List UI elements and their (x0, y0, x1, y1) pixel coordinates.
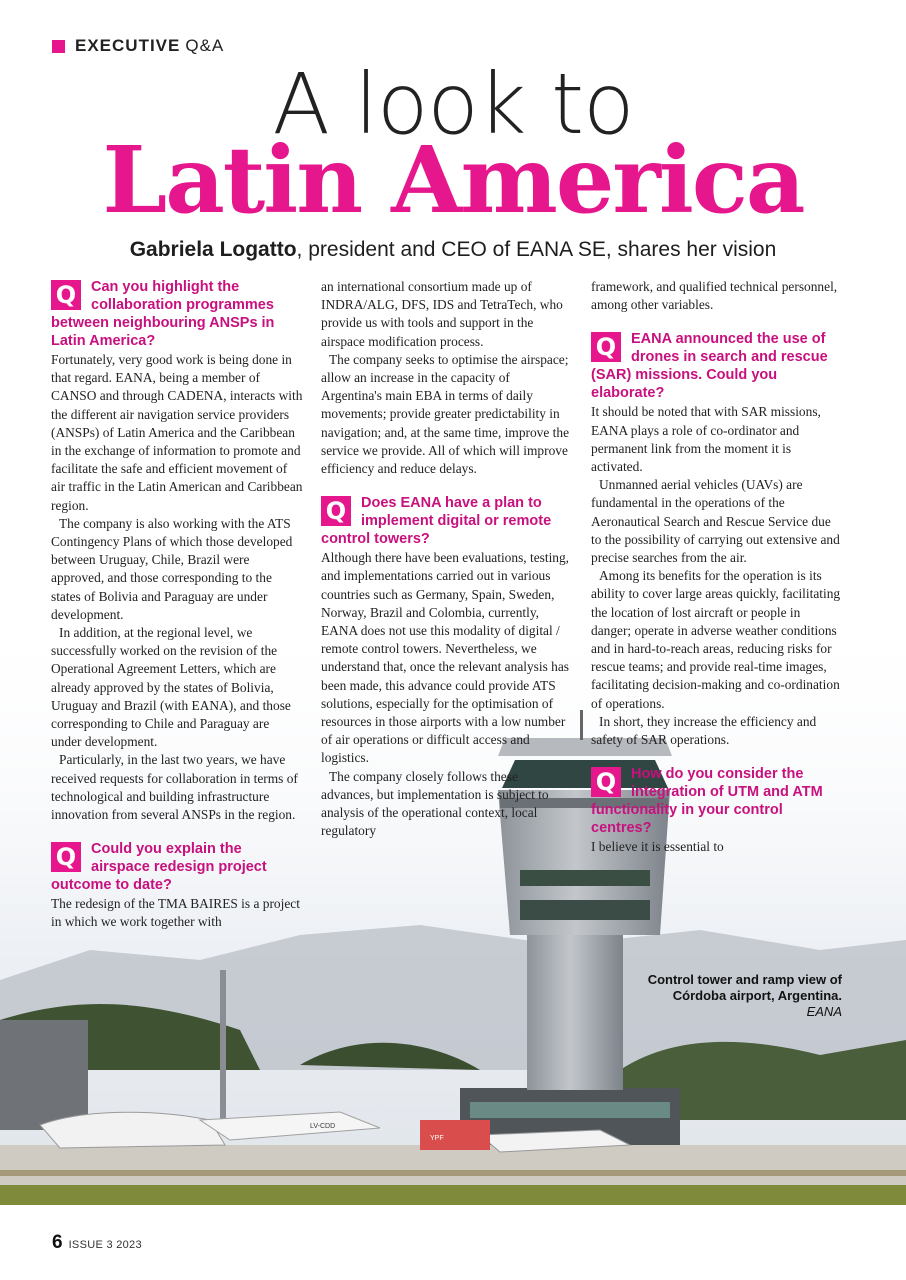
q-badge-icon: Q (591, 332, 621, 362)
paragraph: It should be noted that with SAR missions, EANA plays a role of co-ordinator and permanent link from the moment it is activated. (591, 404, 821, 475)
paragraph: Unmanned aerial vehicles (UAVs) are fundamental in the operations of the Aeronautical Search and Rescue Service due to the possibility of carrying out extensive and precise searches from the air. (591, 477, 840, 566)
paragraph: The redesign of the TMA BAIRES is a project in which we work together with (51, 896, 300, 930)
caption-text: Control tower and ramp view of Córdoba airport, Argentina. (647, 972, 842, 1003)
question-heading (321, 494, 571, 548)
q-badge-icon: Q (51, 280, 81, 310)
column-3 (591, 278, 841, 856)
paragraph: In addition, at the regional level, we successfully worked on the revision of the Operational Agreement Letters, which are already approved by the states of Bolivia, Uruguay and Brazil (with EANA), and those corresponding to Chile and Paraguay are under development. (51, 625, 291, 750)
question-text: EANA announced the use of drones in search and rescue (SAR) missions. Could you elaborate? (591, 331, 828, 402)
title-line-2: Latin America (102, 126, 804, 234)
section-label: EXECUTIVE (75, 36, 181, 55)
section-sublabel: Q&A (185, 36, 225, 55)
paragraph: The company closely follows these advances, but implementation is subject to analysis of the operational context, local regulatory (321, 768, 549, 839)
paragraph: In short, they increase the efficiency and safety of SAR operations. (591, 713, 817, 748)
aircraft-reg-1: LV-CDD (310, 1123, 336, 1130)
question-heading (591, 765, 841, 837)
paragraph: Fortunately, very good work is being done in that regard. EANA, being a member of CANSO and through CADENA, interacts with the different air navigation service providers (ANSPs) of Latin America and the Caribbean in the exchange of information to promote and facilitate the safe and efficient movement of air traffic in the Latin American and Caribbean region. (51, 352, 303, 513)
subtitle-name: Gabriela Logatto (129, 238, 297, 261)
paragraph: Although there have been evaluations, testing, and implementations carried out in various countries such as Germany, Spain, Sweden, Norway, Brazil and Colombia, currently, EANA does not use this modality of digital / remote control towers. Nevertheless, we understand that, once the relevant analysis has been made, this advance could provide ATS solutions, especially for the optimisation of resources in those airports with a low number of air operations or difficult access and logistics. (321, 550, 570, 766)
section-tag (52, 36, 224, 56)
question-text: Could you explain the airspace redesign project outcome to date? (51, 841, 267, 894)
q-badge-icon: Q (321, 496, 351, 526)
page-number: 6 (52, 1232, 63, 1253)
subtitle-rest: , president and CEO of EANA SE, shares her vision (296, 238, 777, 261)
subtitle (0, 238, 906, 262)
column-1 (51, 278, 303, 932)
paragraph: The company seeks to optimise the airspace; allow an increase in the capacity of Argentina's main EBA in terms of daily movements; provide greater predictability in navigation; and, at the same time, improve the service we provide. All of which will improve efficiency and reduce delays. (321, 351, 570, 477)
paragraph: The company is also working with the ATS Contingency Plans of which those developed between Uruguay, Chile, Brazil were approved, and those corresponding to the states of Bolivia and Paraguay are under development. (51, 515, 293, 622)
caption-credit: EANA (806, 1004, 842, 1019)
q-badge-icon: Q (51, 842, 81, 872)
paragraph: I believe it is essential to (591, 839, 724, 855)
title-line-1: A look to (272, 55, 634, 153)
aircraft-reg-2: YPF (430, 1135, 444, 1142)
paragraph: Among its benefits for the operation is its ability to cover large areas quickly, facilitating the location of lost aircraft or people in danger; operate in adverse weather conditions and in hard-to-reach areas, reducing risks for rescue teams; and provide real-time images, facilitating decision-making and co-ordination of operations. (591, 568, 841, 711)
paragraph: Particularly, in the last two years, we have received requests for collaboration in terms of technological and building infrastructure innovation from several ANSPs in the region. (51, 752, 298, 823)
question-heading (51, 840, 303, 894)
question-text: Can you highlight the collaboration programmes between neighbouring ANSPs in Latin America? (51, 279, 275, 349)
paragraph: framework, and qualified technical personnel, among other variables. (591, 279, 838, 313)
q-badge-icon: Q (591, 767, 621, 797)
paragraph: an international consortium made up of INDRA/ALG, DFS, IDS and TetraTech, who provide us with tools and support in the airspace modification process. (321, 279, 563, 349)
question-heading (51, 278, 303, 350)
question-text: How do you consider the integration of UTM and ATM functionality in your control centres? (591, 766, 823, 837)
column-2 (321, 278, 571, 840)
question-text: Does EANA have a plan to implement digital or remote control towers? (321, 495, 552, 548)
section-square-icon (52, 40, 65, 53)
photo-caption (642, 972, 842, 1020)
issue-label: ISSUE 3 2023 (68, 1239, 142, 1251)
question-heading (591, 330, 841, 402)
page-footer (52, 1232, 142, 1254)
